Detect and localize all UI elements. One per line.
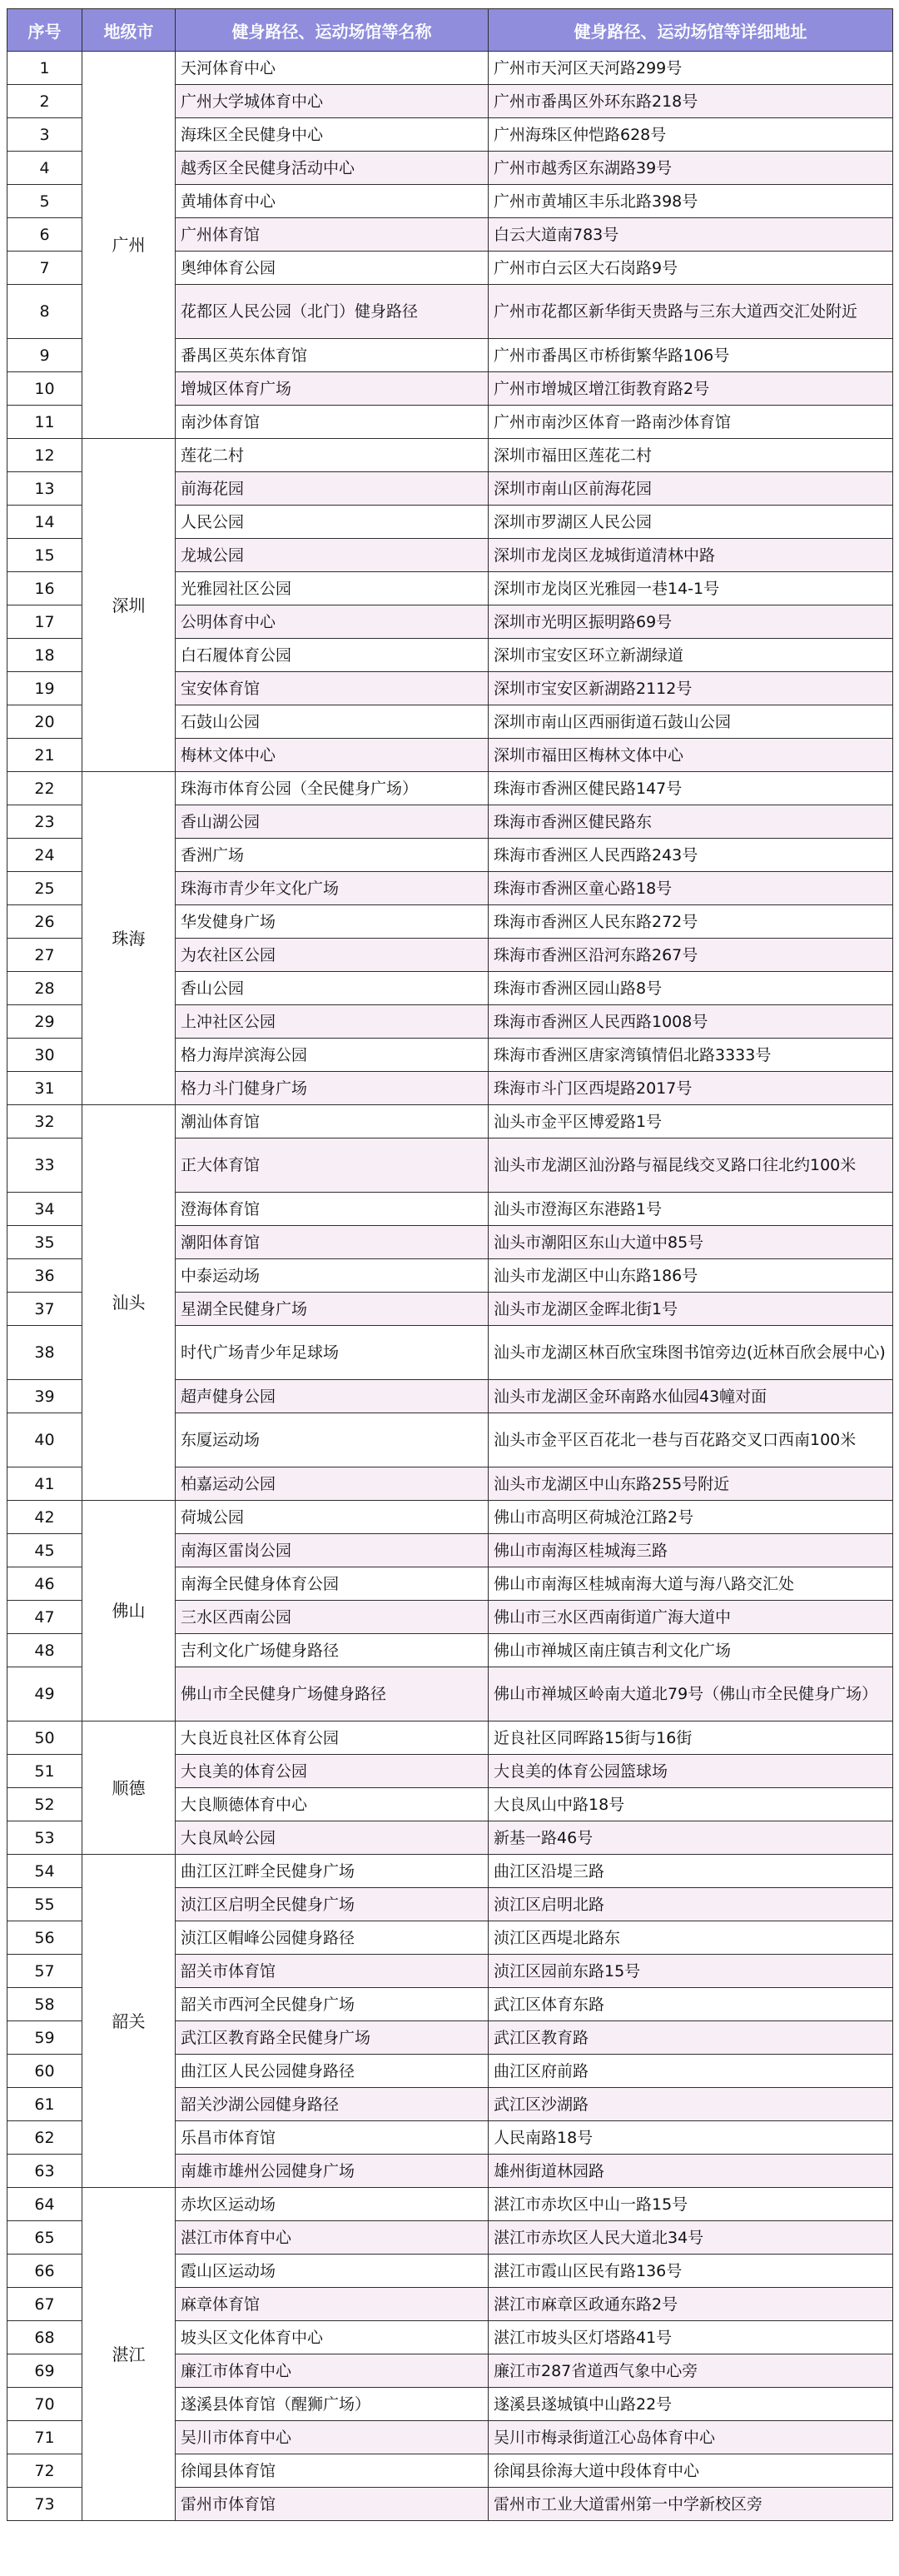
venue-name: 番禺区英东体育馆 — [176, 339, 489, 372]
venue-name: 徐闻县体育馆 — [176, 2454, 489, 2488]
row-number: 28 — [7, 972, 82, 1005]
venue-address: 广州市白云区大石岗路9号 — [489, 252, 893, 285]
venue-address: 湛江市坡头区灯塔路41号 — [489, 2321, 893, 2354]
city-cell: 深圳 — [82, 439, 176, 772]
venue-name: 时代广场青少年足球场 — [176, 1326, 489, 1380]
venue-name: 香山湖公园 — [176, 805, 489, 839]
venue-address: 珠海市香洲区人民东路272号 — [489, 905, 893, 939]
row-number: 25 — [7, 872, 82, 905]
venue-name: 潮汕体育馆 — [176, 1105, 489, 1139]
venue-name: 赤坎区运动场 — [176, 2188, 489, 2221]
venue-address: 广州市花都区新华街天贵路与三东大道西交汇处附近 — [489, 285, 893, 339]
venue-address: 珠海市香洲区园山路8号 — [489, 972, 893, 1005]
venue-name: 公明体育中心 — [176, 605, 489, 639]
venue-address: 广州市番禺区外环东路218号 — [489, 85, 893, 118]
venue-address: 廉江市287省道西气象中心旁 — [489, 2354, 893, 2388]
venue-address: 武江区沙湖路 — [489, 2088, 893, 2121]
venue-name: 大良凤岭公园 — [176, 1821, 489, 1855]
header-name: 健身路径、运动场馆等名称 — [176, 9, 489, 52]
venue-name: 雷州市体育馆 — [176, 2488, 489, 2521]
venue-name: 香山公园 — [176, 972, 489, 1005]
row-number: 10 — [7, 372, 82, 406]
venue-name: 南海全民健身体育公园 — [176, 1567, 489, 1601]
table-row — [7, 772, 893, 805]
header-city: 地级市 — [82, 9, 176, 52]
venue-name: 大良顺德体育中心 — [176, 1788, 489, 1821]
row-number: 62 — [7, 2121, 82, 2155]
venue-address: 汕头市龙湖区中山东路255号附近 — [489, 1467, 893, 1501]
table-header-row — [7, 9, 893, 52]
row-number: 69 — [7, 2354, 82, 2388]
row-number: 45 — [7, 1534, 82, 1567]
row-number: 59 — [7, 2021, 82, 2055]
venue-name: 潮阳体育馆 — [176, 1226, 489, 1259]
row-number: 73 — [7, 2488, 82, 2521]
venue-address: 广州海珠区仲恺路628号 — [489, 118, 893, 152]
row-number: 39 — [7, 1380, 82, 1413]
venue-name: 广州体育馆 — [176, 218, 489, 252]
venue-address: 雄州街道林园路 — [489, 2155, 893, 2188]
row-number: 24 — [7, 839, 82, 872]
row-number: 7 — [7, 252, 82, 285]
venue-address: 汕头市潮阳区东山大道中85号 — [489, 1226, 893, 1259]
row-number: 56 — [7, 1921, 82, 1955]
venue-name: 曲江区人民公园健身路径 — [176, 2055, 489, 2088]
row-number: 58 — [7, 1988, 82, 2021]
city-cell: 珠海 — [82, 772, 176, 1105]
venue-name: 佛山市全民健身广场健身路径 — [176, 1667, 489, 1721]
row-number: 17 — [7, 605, 82, 639]
row-number: 14 — [7, 506, 82, 539]
row-number: 22 — [7, 772, 82, 805]
venue-address: 珠海市香洲区沿河东路267号 — [489, 939, 893, 972]
table-row — [7, 2188, 893, 2221]
venue-address: 广州市增城区增江街教育路2号 — [489, 372, 893, 406]
venue-address: 曲江区沿堤三路 — [489, 1855, 893, 1888]
row-number: 67 — [7, 2288, 82, 2321]
venue-name: 前海花园 — [176, 472, 489, 506]
venue-address: 浈江区西堤北路东 — [489, 1921, 893, 1955]
row-number: 51 — [7, 1755, 82, 1788]
venue-address: 汕头市龙湖区金晖北街1号 — [489, 1293, 893, 1326]
venue-address: 深圳市福田区梅林文体中心 — [489, 739, 893, 772]
venue-address: 湛江市霞山区民有路136号 — [489, 2255, 893, 2288]
city-cell: 汕头 — [82, 1105, 176, 1501]
venue-address: 深圳市福田区莲花二村 — [489, 439, 893, 472]
venue-address: 雷州市工业大道雷州第一中学新校区旁 — [489, 2488, 893, 2521]
venue-name: 韶关市体育馆 — [176, 1955, 489, 1988]
city-cell: 广州 — [82, 52, 176, 439]
venue-name: 华发健身广场 — [176, 905, 489, 939]
row-number: 13 — [7, 472, 82, 506]
row-number: 52 — [7, 1788, 82, 1821]
venue-name: 吴川市体育中心 — [176, 2421, 489, 2454]
venue-address: 深圳市宝安区环立新湖绿道 — [489, 639, 893, 672]
row-number: 50 — [7, 1721, 82, 1755]
venue-address: 白云大道南783号 — [489, 218, 893, 252]
table-row — [7, 1721, 893, 1755]
row-number: 29 — [7, 1005, 82, 1039]
venue-name: 超声健身公园 — [176, 1380, 489, 1413]
row-number: 32 — [7, 1105, 82, 1139]
venue-address: 佛山市南海区桂城南海大道与海八路交汇处 — [489, 1567, 893, 1601]
row-number: 9 — [7, 339, 82, 372]
venue-name: 坡头区文化体育中心 — [176, 2321, 489, 2354]
venue-address: 佛山市禅城区南庄镇吉利文化广场 — [489, 1634, 893, 1667]
row-number: 54 — [7, 1855, 82, 1888]
venue-name: 中泰运动场 — [176, 1259, 489, 1293]
venue-name: 石鼓山公园 — [176, 705, 489, 739]
venue-name: 宝安体育馆 — [176, 672, 489, 705]
venue-address: 遂溪县遂城镇中山路22号 — [489, 2388, 893, 2421]
venue-address: 大良美的体育公园篮球场 — [489, 1755, 893, 1788]
venue-address: 吴川市梅录街道江心岛体育中心 — [489, 2421, 893, 2454]
venue-address: 武江区教育路 — [489, 2021, 893, 2055]
venue-name: 人民公园 — [176, 506, 489, 539]
venue-name: 韶关沙湖公园健身路径 — [176, 2088, 489, 2121]
venue-address: 近良社区同晖路15街与16街 — [489, 1721, 893, 1755]
venue-address: 汕头市龙湖区林百欣宝珠图书馆旁边(近林百欣会展中心) — [489, 1326, 893, 1380]
venue-address: 汕头市龙湖区中山东路186号 — [489, 1259, 893, 1293]
venue-name: 南沙体育馆 — [176, 406, 489, 439]
venue-address: 人民南路18号 — [489, 2121, 893, 2155]
row-number: 3 — [7, 118, 82, 152]
venue-name: 三水区西南公园 — [176, 1601, 489, 1634]
venue-name: 增城区体育广场 — [176, 372, 489, 406]
venue-name: 奥绅体育公园 — [176, 252, 489, 285]
venue-name: 格力海岸滨海公园 — [176, 1039, 489, 1072]
venue-address: 广州市番禺区市桥街繁华路106号 — [489, 339, 893, 372]
row-number: 36 — [7, 1259, 82, 1293]
row-number: 12 — [7, 439, 82, 472]
row-number: 2 — [7, 85, 82, 118]
row-number: 57 — [7, 1955, 82, 1988]
row-number: 5 — [7, 185, 82, 218]
venue-name: 武江区教育路全民健身广场 — [176, 2021, 489, 2055]
venue-address: 大良凤山中路18号 — [489, 1788, 893, 1821]
venue-name: 东厦运动场 — [176, 1413, 489, 1467]
venue-address: 珠海市斗门区西堤路2017号 — [489, 1072, 893, 1105]
venue-address: 珠海市香洲区人民西路243号 — [489, 839, 893, 872]
venue-name: 广州大学城体育中心 — [176, 85, 489, 118]
venue-name: 南雄市雄州公园健身广场 — [176, 2155, 489, 2188]
venue-address: 深圳市南山区西丽街道石鼓山公园 — [489, 705, 893, 739]
city-cell: 佛山 — [82, 1501, 176, 1721]
venue-address: 佛山市南海区桂城海三路 — [489, 1534, 893, 1567]
venue-address: 广州市南沙区体育一路南沙体育馆 — [489, 406, 893, 439]
row-number: 40 — [7, 1413, 82, 1467]
row-number: 11 — [7, 406, 82, 439]
row-number: 65 — [7, 2221, 82, 2255]
row-number: 15 — [7, 539, 82, 572]
venue-name: 荷城公园 — [176, 1501, 489, 1534]
venue-name: 曲江区江畔全民健身广场 — [176, 1855, 489, 1888]
row-number: 41 — [7, 1467, 82, 1501]
venue-address: 汕头市龙湖区汕汾路与福昆线交叉路口往北约100米 — [489, 1139, 893, 1193]
venue-address: 武江区体育东路 — [489, 1988, 893, 2021]
venue-address: 广州市天河区天河路299号 — [489, 52, 893, 85]
venue-name: 麻章体育馆 — [176, 2288, 489, 2321]
row-number: 23 — [7, 805, 82, 839]
row-number: 42 — [7, 1501, 82, 1534]
table-row — [7, 439, 893, 472]
venue-name: 廉江市体育中心 — [176, 2354, 489, 2388]
venue-address: 广州市黄埔区丰乐北路398号 — [489, 185, 893, 218]
venue-name: 星湖全民健身广场 — [176, 1293, 489, 1326]
header-address: 健身路径、运动场馆等详细地址 — [489, 9, 893, 52]
row-number: 33 — [7, 1139, 82, 1193]
row-number: 71 — [7, 2421, 82, 2454]
row-number: 68 — [7, 2321, 82, 2354]
row-number: 49 — [7, 1667, 82, 1721]
row-number: 35 — [7, 1226, 82, 1259]
venue-name: 海珠区全民健身中心 — [176, 118, 489, 152]
venue-name: 黄埔体育中心 — [176, 185, 489, 218]
row-number: 60 — [7, 2055, 82, 2088]
venue-name: 龙城公园 — [176, 539, 489, 572]
venue-name: 光雅园社区公园 — [176, 572, 489, 605]
row-number: 27 — [7, 939, 82, 972]
venue-address: 汕头市金平区百花北一巷与百花路交叉口西南100米 — [489, 1413, 893, 1467]
venue-address: 珠海市香洲区童心路18号 — [489, 872, 893, 905]
header-no: 序号 — [7, 9, 82, 52]
row-number: 38 — [7, 1326, 82, 1380]
venue-name: 珠海市青少年文化广场 — [176, 872, 489, 905]
venue-name: 珠海市体育公园（全民健身广场） — [176, 772, 489, 805]
city-cell: 湛江 — [82, 2188, 176, 2521]
venue-name: 大良近良社区体育公园 — [176, 1721, 489, 1755]
city-cell: 顺德 — [82, 1721, 176, 1855]
venue-name: 天河体育中心 — [176, 52, 489, 85]
venue-address: 曲江区府前路 — [489, 2055, 893, 2088]
row-number: 6 — [7, 218, 82, 252]
venue-name: 格力斗门健身广场 — [176, 1072, 489, 1105]
venue-address: 浈江区启明北路 — [489, 1888, 893, 1921]
venue-name: 遂溪县体育馆（醒狮广场） — [176, 2388, 489, 2421]
venue-name: 柏嘉运动公园 — [176, 1467, 489, 1501]
row-number: 48 — [7, 1634, 82, 1667]
venue-address: 佛山市高明区荷城沧江路2号 — [489, 1501, 893, 1534]
table-body — [7, 52, 893, 2521]
venue-address: 珠海市香洲区健民路东 — [489, 805, 893, 839]
venue-address: 湛江市麻章区政通东路2号 — [489, 2288, 893, 2321]
venue-address: 浈江区园前东路15号 — [489, 1955, 893, 1988]
table-row — [7, 52, 893, 85]
row-number: 47 — [7, 1601, 82, 1634]
row-number: 55 — [7, 1888, 82, 1921]
venue-name: 乐昌市体育馆 — [176, 2121, 489, 2155]
row-number: 19 — [7, 672, 82, 705]
row-number: 30 — [7, 1039, 82, 1072]
venue-name: 南海区雷岗公园 — [176, 1534, 489, 1567]
venue-address: 珠海市香洲区健民路147号 — [489, 772, 893, 805]
venue-address: 湛江市赤坎区中山一路15号 — [489, 2188, 893, 2221]
venue-address: 汕头市金平区博爱路1号 — [489, 1105, 893, 1139]
venue-address: 深圳市宝安区新湖路2112号 — [489, 672, 893, 705]
venue-name: 花都区人民公园（北门）健身路径 — [176, 285, 489, 339]
venue-address: 佛山市三水区西南街道广海大道中 — [489, 1601, 893, 1634]
venue-name: 越秀区全民健身活动中心 — [176, 152, 489, 185]
row-number: 70 — [7, 2388, 82, 2421]
venue-name: 霞山区运动场 — [176, 2255, 489, 2288]
venue-address: 深圳市龙岗区光雅园一巷14-1号 — [489, 572, 893, 605]
venue-address: 湛江市赤坎区人民大道北34号 — [489, 2221, 893, 2255]
row-number: 1 — [7, 52, 82, 85]
venue-name: 梅林文体中心 — [176, 739, 489, 772]
venue-address: 广州市越秀区东湖路39号 — [489, 152, 893, 185]
venue-address: 新基一路46号 — [489, 1821, 893, 1855]
venue-name: 澄海体育馆 — [176, 1193, 489, 1226]
venue-name: 为农社区公园 — [176, 939, 489, 972]
venue-address: 深圳市南山区前海花园 — [489, 472, 893, 506]
venue-name: 浈江区帽峰公园健身路径 — [176, 1921, 489, 1955]
row-number: 63 — [7, 2155, 82, 2188]
venue-address: 珠海市香洲区唐家湾镇情侣北路3333号 — [489, 1039, 893, 1072]
row-number: 21 — [7, 739, 82, 772]
venue-address: 深圳市光明区振明路69号 — [489, 605, 893, 639]
row-number: 61 — [7, 2088, 82, 2121]
venue-name: 吉利文化广场健身路径 — [176, 1634, 489, 1667]
venue-name: 浈江区启明全民健身广场 — [176, 1888, 489, 1921]
row-number: 8 — [7, 285, 82, 339]
row-number: 66 — [7, 2255, 82, 2288]
row-number: 46 — [7, 1567, 82, 1601]
venue-address: 深圳市龙岗区龙城街道清林中路 — [489, 539, 893, 572]
venue-address: 汕头市澄海区东港路1号 — [489, 1193, 893, 1226]
venue-name: 大良美的体育公园 — [176, 1755, 489, 1788]
venue-address: 徐闻县徐海大道中段体育中心 — [489, 2454, 893, 2488]
venue-address: 佛山市禅城区岭南大道北79号（佛山市全民健身广场） — [489, 1667, 893, 1721]
table-row — [7, 1105, 893, 1139]
row-number: 20 — [7, 705, 82, 739]
venue-address: 深圳市罗湖区人民公园 — [489, 506, 893, 539]
row-number: 16 — [7, 572, 82, 605]
row-number: 18 — [7, 639, 82, 672]
venue-table — [7, 8, 893, 2521]
row-number: 37 — [7, 1293, 82, 1326]
venue-name: 上冲社区公园 — [176, 1005, 489, 1039]
row-number: 4 — [7, 152, 82, 185]
venue-name: 白石履体育公园 — [176, 639, 489, 672]
row-number: 72 — [7, 2454, 82, 2488]
row-number: 53 — [7, 1821, 82, 1855]
row-number: 34 — [7, 1193, 82, 1226]
venue-name: 香洲广场 — [176, 839, 489, 872]
venue-address: 珠海市香洲区人民西路1008号 — [489, 1005, 893, 1039]
row-number: 26 — [7, 905, 82, 939]
table-row — [7, 1501, 893, 1534]
venue-name: 莲花二村 — [176, 439, 489, 472]
city-cell: 韶关 — [82, 1855, 176, 2188]
venue-name: 湛江市体育中心 — [176, 2221, 489, 2255]
venue-address: 汕头市龙湖区金环南路水仙园43幢对面 — [489, 1380, 893, 1413]
row-number: 64 — [7, 2188, 82, 2221]
venue-name: 韶关市西河全民健身广场 — [176, 1988, 489, 2021]
table-row — [7, 1855, 893, 1888]
row-number: 31 — [7, 1072, 82, 1105]
venue-name: 正大体育馆 — [176, 1139, 489, 1193]
